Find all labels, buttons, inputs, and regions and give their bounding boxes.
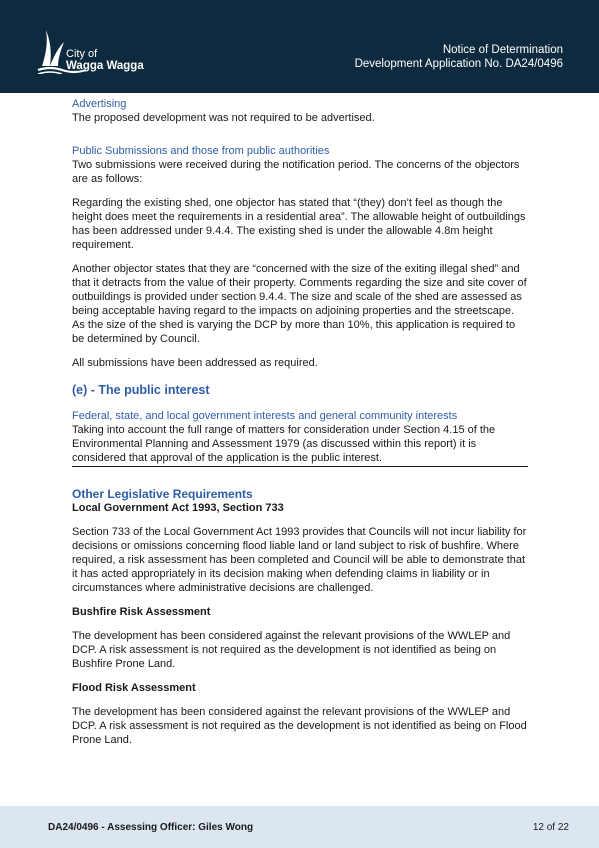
footer-officer: DA24/0496 - Assessing Officer: Giles Wong xyxy=(48,822,254,833)
bushfire-text: The development has been considered against the relevant provisions of the WWLEP and DCP. A risk assessment is not required as the development is not identified as being on Bushfire Prone Land. xyxy=(72,630,511,670)
application-number: Development Application No. DA24/0496 xyxy=(354,58,563,70)
submissions-heading: Public Submissions and those from public authorities xyxy=(72,145,330,157)
advertising-text: The proposed development was not required to be advertised. xyxy=(72,112,375,124)
page-number: 12 of 22 xyxy=(532,822,569,833)
flood-heading: Flood Risk Assessment xyxy=(72,682,196,694)
advertising-heading: Advertising xyxy=(72,98,127,110)
interests-text: Taking into account the full range of matters for consideration under Section 4.15 of the Environmental Planning and Assessment 1979 (as discussed within this report) it is considered that approval of the application is the public interest. xyxy=(72,423,528,467)
submissions-paragraph-1: Two submissions were received during the notification period. The concerns of the objectors are as follows: xyxy=(72,159,520,185)
submissions-paragraph-3: Another objector states that they are “concerned with the size of the exiting illegal shed” and that it detracts from the value of their property. Comments regarding the size and site cover of outbuildings is provided under section 9.4.4. The size and scale of the shed are assessed as being acceptable having regard to the impacts on adjoining properties and the streetscape. As the size of the shed is varying the DCP by more than 10%, this application is required to be determined by Council. xyxy=(72,263,527,345)
notice-title: Notice of Determination xyxy=(442,44,563,56)
lga-heading: Local Government Act 1993, Section 733 xyxy=(72,502,284,514)
other-legislative-heading: Other Legislative Requirements xyxy=(72,487,253,501)
lga-text: Section 733 of the Local Government Act 1993 provides that Councils will not incur liability for decisions or omissions concerning flood liable land or land subject to risk of bushfire. Where required, a risk assessment has been completed and Council will be able to demonstrate that it has acted appropriately in its decision making when defending claims in liability or in circumstances where administrative decisions are challenged. xyxy=(72,526,527,594)
submissions-paragraph-2: Regarding the existing shed, one objector has stated that “(they) don’t feel as though the height does meet the requirements in a residential area”. The allowable height of outbuildings has been addressed under 9.4.4. The existing shed is under the allowable 4.8m height requirement. xyxy=(72,197,526,251)
document-title xyxy=(355,43,563,71)
page-header xyxy=(0,0,599,93)
submissions-paragraph-4: All submissions have been addressed as required. xyxy=(72,357,318,369)
document-body xyxy=(72,97,528,747)
flood-text: The development has been considered against the relevant provisions of the WWLEP and DCP. A risk assessment is not required as the development is not identified as being on Flood Prone Land. xyxy=(72,706,527,746)
council-logo-text: City of Wagga Wagga xyxy=(66,48,144,72)
public-interest-heading: (e) - The public interest xyxy=(72,383,210,397)
page-footer xyxy=(0,806,599,848)
bushfire-heading: Bushfire Risk Assessment xyxy=(72,606,211,618)
interests-heading: Federal, state, and local government interests and general community interests xyxy=(72,410,458,422)
